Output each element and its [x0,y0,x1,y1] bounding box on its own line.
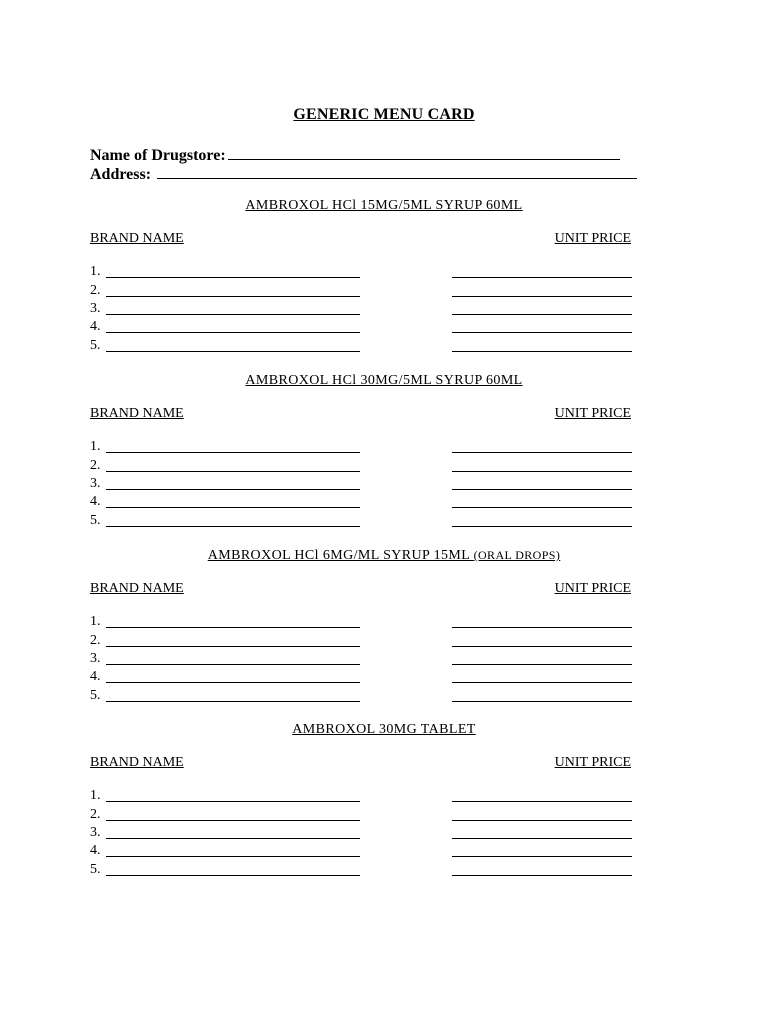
address-line [157,164,637,179]
price-blank-line [452,701,632,702]
brand-blank-line [106,351,360,352]
list-item [90,843,632,861]
row-number: 1. [90,439,101,454]
section-heading [0,548,768,564]
brand-blank-line [106,701,360,702]
brand-name-header: BRAND NAME [90,406,184,421]
row-number: 1. [90,614,101,629]
price-blank-line [452,875,632,876]
price-blank-line [452,820,632,821]
product-section [0,373,768,545]
price-blank-line [452,507,632,508]
price-blank-line [452,646,632,647]
brand-name-header: BRAND NAME [90,581,184,596]
row-number: 2. [90,458,101,473]
price-blank-line [452,452,632,453]
row-number: 3. [90,301,101,316]
section-heading-text: AMBROXOL HCl 6MG/ML SYRUP 15ML [207,548,474,563]
brand-blank-line [106,471,360,472]
list-item [90,319,632,337]
price-blank-line [452,332,632,333]
row-number: 3. [90,476,101,491]
row-number: 1. [90,264,101,279]
address-field [90,164,637,184]
row-number: 5. [90,338,101,353]
price-blank-line [452,838,632,839]
brand-blank-line [106,526,360,527]
brand-blank-line [106,507,360,508]
brand-blank-line [106,801,360,802]
brand-blank-line [106,820,360,821]
price-blank-line [452,489,632,490]
brand-blank-line [106,627,360,628]
price-blank-line [452,627,632,628]
brand-blank-line [106,314,360,315]
brand-name-header: BRAND NAME [90,755,184,770]
drugstore-name-field [90,145,620,165]
list-item [90,476,632,494]
product-section [0,722,768,894]
brand-blank-line [106,682,360,683]
list-item [90,633,632,651]
price-blank-line [452,296,632,297]
product-section [0,198,768,370]
row-number: 3. [90,825,101,840]
list-item [90,439,632,457]
price-blank-line [452,664,632,665]
list-item [90,614,632,632]
brand-blank-line [106,452,360,453]
brand-blank-line [106,296,360,297]
section-heading [0,198,768,214]
row-number: 1. [90,788,101,803]
row-number: 2. [90,283,101,298]
row-number: 5. [90,513,101,528]
list-item [90,513,632,531]
section-heading-text: AMBROXOL HCl 30MG/5ML SYRUP 60ML [245,373,523,388]
price-blank-line [452,351,632,352]
address-label: Address: [90,166,152,183]
unit-price-header: UNIT PRICE [554,581,631,596]
section-heading-note: (ORAL DROPS) [473,548,561,562]
list-item [90,301,632,319]
list-item [90,338,632,356]
row-number: 5. [90,688,101,703]
price-blank-line [452,277,632,278]
price-blank-line [452,801,632,802]
product-section [0,548,768,720]
brand-blank-line [106,646,360,647]
row-number: 4. [90,319,101,334]
row-number: 2. [90,807,101,822]
row-number: 4. [90,494,101,509]
list-item [90,283,632,301]
price-blank-line [452,471,632,472]
list-item [90,788,632,806]
list-item [90,494,632,512]
brand-blank-line [106,664,360,665]
brand-blank-line [106,838,360,839]
drugstore-name-line [228,145,620,160]
section-heading-text: AMBROXOL 30MG TABLET [292,722,476,737]
brand-blank-line [106,856,360,857]
price-blank-line [452,856,632,857]
list-item [90,669,632,687]
price-blank-line [452,314,632,315]
price-blank-line [452,682,632,683]
brand-blank-line [106,489,360,490]
section-heading [0,722,768,738]
row-number: 3. [90,651,101,666]
unit-price-header: UNIT PRICE [554,755,631,770]
brand-blank-line [106,332,360,333]
list-item [90,807,632,825]
list-item [90,651,632,669]
list-item [90,688,632,706]
row-number: 2. [90,633,101,648]
brand-blank-line [106,277,360,278]
row-number: 4. [90,669,101,684]
brand-blank-line [106,875,360,876]
price-blank-line [452,526,632,527]
list-item [90,825,632,843]
unit-price-header: UNIT PRICE [554,231,631,246]
unit-price-header: UNIT PRICE [554,406,631,421]
list-item [90,264,632,282]
row-number: 5. [90,862,101,877]
section-heading-text: AMBROXOL HCl 15MG/5ML SYRUP 60ML [245,198,523,213]
brand-name-header: BRAND NAME [90,231,184,246]
section-heading [0,373,768,389]
list-item [90,862,632,880]
page-title: GENERIC MENU CARD [293,106,475,123]
list-item [90,458,632,476]
drugstore-name-label: Name of Drugstore: [90,147,226,164]
row-number: 4. [90,843,101,858]
